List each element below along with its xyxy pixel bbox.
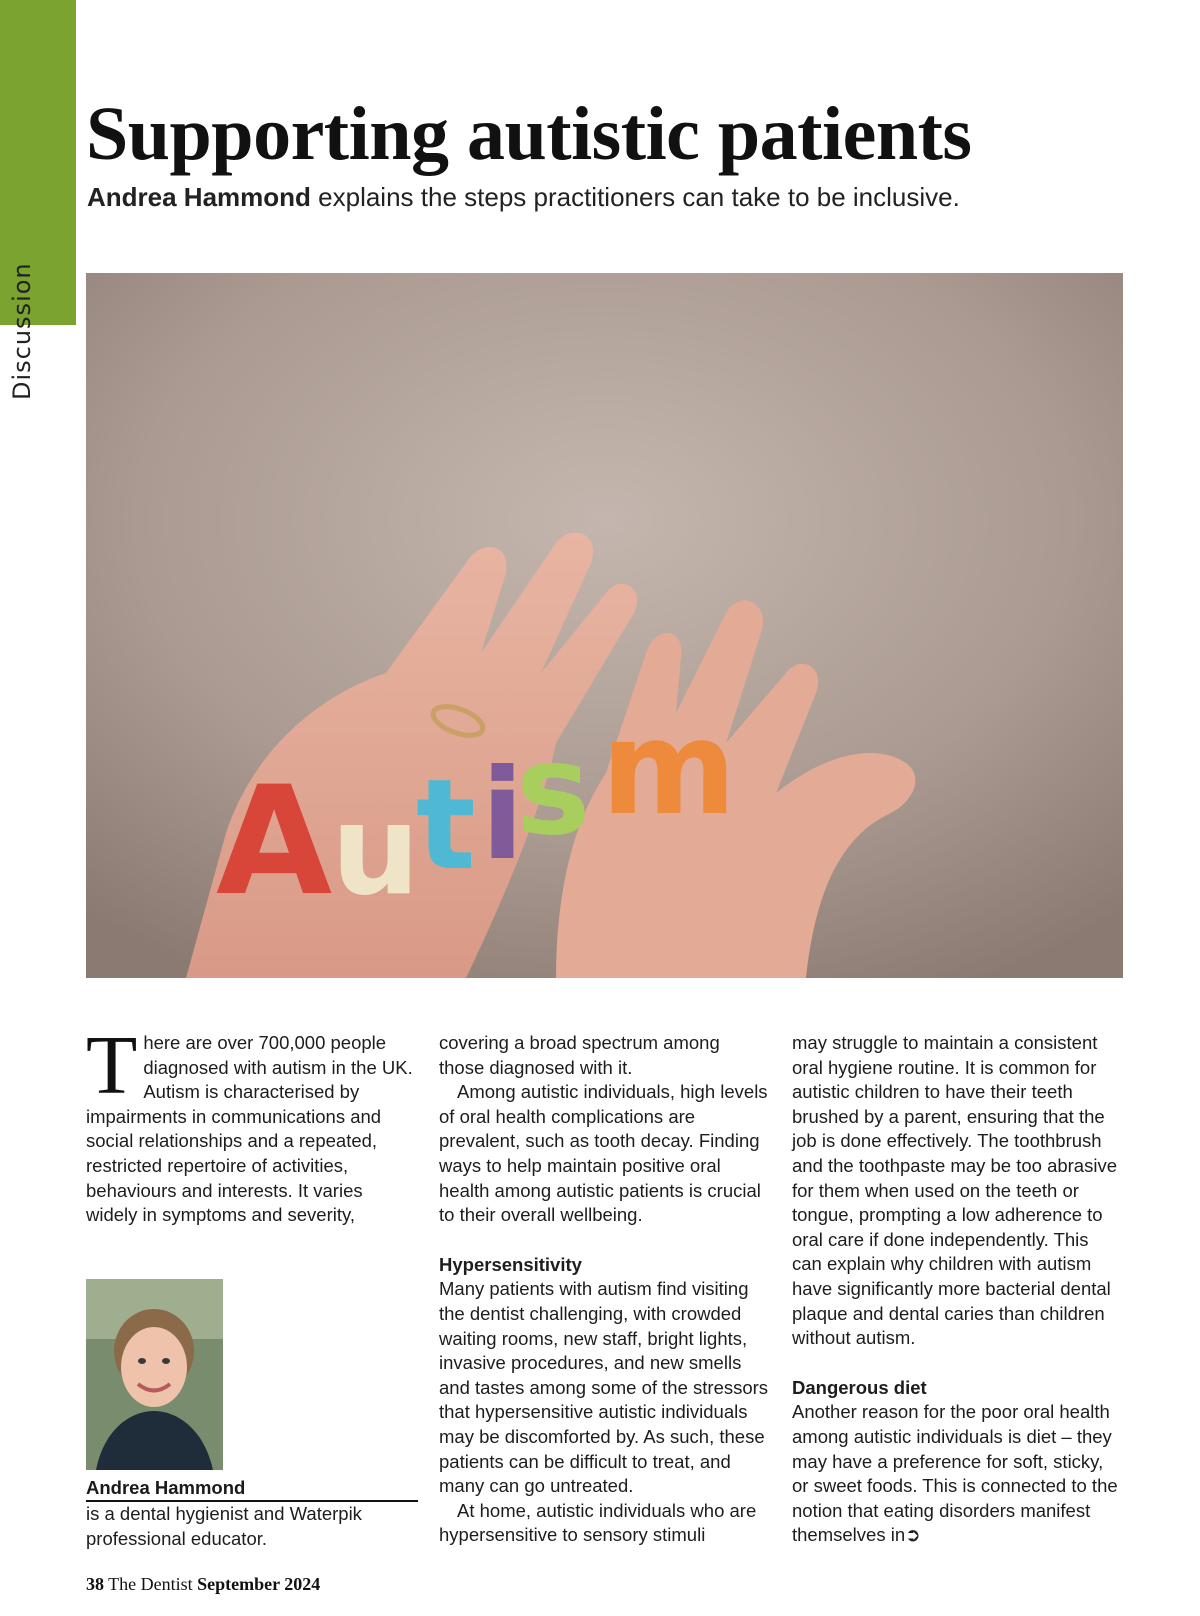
page-footer — [86, 1574, 320, 1595]
author-portrait — [86, 1279, 223, 1470]
paragraph: Many patients with autism find visiting the dentist challenging, with crowded waiting rooms, new staff, bright lights, invasive procedures, and new smells and tastes among some of the stressors that hypersensitive autistic individuals may be discomforted by. As such, these patients can be difficult to treat, and many can go untreated. — [439, 1278, 769, 1497]
issue-date: September 2024 — [197, 1574, 321, 1594]
paragraph: covering a broad spectrum among those diagnosed with it. — [439, 1032, 720, 1078]
section-label: Discussion — [8, 262, 36, 400]
letter-m: m — [601, 692, 737, 844]
article-column-1 — [86, 1019, 416, 1228]
drop-cap: T — [86, 1019, 138, 1112]
standfirst-author: Andrea Hammond — [87, 182, 311, 212]
article-column-3 — [792, 1031, 1122, 1548]
intro-paragraph — [86, 1019, 416, 1228]
paragraph: Among autistic individuals, high levels of oral health complications are prevalent, such as tooth decay. Finding ways to help maintain positive oral health among autistic patients is crucial to their overall wellbeing. — [439, 1081, 768, 1226]
paragraph: may struggle to maintain a consistent oral hygiene routine. It is common for autistic children to have their teeth brushed by a parent, ensuring that the job is done effectively. The toothbrush and the toothpaste may be too abrasive for them when used on the teeth or tongue, prompting a low adherence to oral care if done independently. This can explain why children with autism have significantly more bacterial dental plaque and dental caries than children without autism. — [792, 1032, 1117, 1349]
letter-s: s — [516, 718, 591, 863]
standfirst-text: explains the steps practitioners can take to be inclusive. — [310, 182, 960, 212]
subheading-hypersensitivity: Hypersensitivity — [439, 1253, 582, 1275]
publication-name: The Dentist — [104, 1574, 198, 1594]
paragraph — [792, 1400, 1122, 1548]
letter-a: A — [216, 755, 333, 929]
headline: Supporting autistic patients — [86, 92, 972, 176]
author-name: Andrea Hammond — [86, 1476, 418, 1502]
letter-u: u — [331, 778, 420, 923]
intro-text: here are over 700,000 people diagnosed with autism in the UK. Autism is characterised by impairments in communications and social relationships and a repeated, restricted repertoire of activities, behaviours and interests. It varies widely in symptoms and severity, — [86, 1032, 413, 1226]
article-column-2 — [439, 1031, 769, 1548]
paragraph: At home, autistic individuals who are hypersensitive to sensory stimuli — [439, 1499, 757, 1546]
paragraph-text: Another reason for the poor oral health among autistic individuals is diet – they may have a preference for soft, sticky, or sweet foods. This is connected to the notion that eating disorders manifest themselves in — [792, 1401, 1118, 1546]
letter-i: i — [481, 743, 524, 888]
subheading-dangerous-diet: Dangerous diet — [792, 1376, 927, 1398]
standfirst — [87, 180, 960, 214]
letter-t: t — [416, 753, 476, 898]
continue-arrow-icon: ➲ — [905, 1524, 921, 1546]
author-photo — [86, 1279, 223, 1470]
hero-image — [86, 273, 1123, 978]
author-bio: is a dental hygienist and Waterpik professional educator. — [86, 1503, 362, 1549]
page-number: 38 — [86, 1574, 104, 1594]
hands-holding-letters-illustration — [86, 273, 1123, 978]
